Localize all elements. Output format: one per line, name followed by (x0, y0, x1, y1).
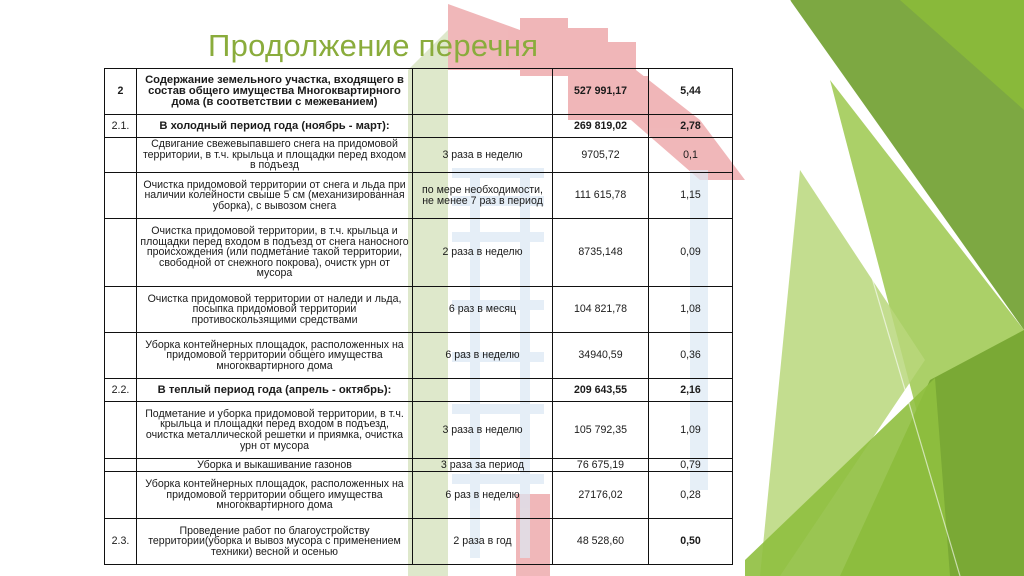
row-rate: 0,1 (649, 138, 733, 173)
row-description: Уборка и выкашивание газонов (137, 459, 413, 472)
table-row (105, 115, 733, 138)
row-sum: 111 615,78 (553, 173, 649, 219)
row-description: Проведение работ по благоустройству территории(уборка и вывоз мусора с применением техники) весной и осенью (137, 519, 413, 565)
row-rate: 1,08 (649, 287, 733, 333)
row-rate: 5,44 (649, 69, 733, 115)
table-row (105, 333, 733, 379)
row-number (105, 333, 137, 379)
row-frequency: 2 раза в год (413, 519, 553, 565)
row-rate: 0,36 (649, 333, 733, 379)
row-description: В холодный период года (ноябрь - март): (137, 115, 413, 138)
decorative-green-shapes (745, 0, 1024, 576)
row-sum: 209 643,55 (553, 379, 649, 402)
row-number: 2.3. (105, 519, 137, 565)
row-description: В теплый период года (апрель - октябрь): (137, 379, 413, 402)
row-number: 2.1. (105, 115, 137, 138)
row-rate: 2,16 (649, 379, 733, 402)
row-number (105, 138, 137, 173)
row-rate: 0,79 (649, 459, 733, 472)
row-sum: 34940,59 (553, 333, 649, 379)
row-number: 2 (105, 69, 137, 115)
row-number (105, 287, 137, 333)
row-frequency: 3 раза в неделю (413, 402, 553, 459)
row-number: 2.2. (105, 379, 137, 402)
row-rate: 0,50 (649, 519, 733, 565)
row-description: Очистка придомовой территории от снега и льда при наличии колейности свыше 5 см (механизированная уборка), с вывозом снега (137, 173, 413, 219)
row-sum: 105 792,35 (553, 402, 649, 459)
row-frequency: 6 раз в неделю (413, 472, 553, 519)
row-sum: 27176,02 (553, 472, 649, 519)
row-rate: 1,09 (649, 402, 733, 459)
row-description: Сдвигание свежевыпавшего снега на придомовой территории, в т.ч. крыльца и площадки перед входом в подъезд (137, 138, 413, 173)
row-sum: 76 675,19 (553, 459, 649, 472)
service-list-table (104, 68, 733, 565)
table-row (105, 459, 733, 472)
table-row (105, 379, 733, 402)
row-sum: 9705,72 (553, 138, 649, 173)
row-number (105, 402, 137, 459)
row-frequency: по мере необходимости, не менее 7 раз в период (413, 173, 553, 219)
row-frequency (413, 115, 553, 138)
row-rate: 0,28 (649, 472, 733, 519)
row-number (105, 472, 137, 519)
row-rate: 2,78 (649, 115, 733, 138)
table-row (105, 519, 733, 565)
row-description: Уборка контейнерных площадок, расположенных на придомовой территории общего имущества многоквартирного дома (137, 333, 413, 379)
row-description: Подметание и уборка придомовой территории, в т.ч. крыльца и площадки перед входом в подъезд, очистка металлической решетки и приямка, очистка урн от мусора (137, 402, 413, 459)
row-description: Очистка придомовой территории, в т.ч. крыльца и площадки перед входом в подъезд от снега наносного происхождения (или подметание такой территории, свободной от снежного покрова), очистк урн от мусора (137, 219, 413, 287)
row-number (105, 459, 137, 472)
row-sum: 527 991,17 (553, 69, 649, 115)
row-sum: 269 819,02 (553, 115, 649, 138)
row-frequency (413, 69, 553, 115)
row-description: Содержание земельного участка, входящего в состав общего имущества Многоквартирного дома (в соответствии с межеванием) (137, 69, 413, 115)
table-row (105, 173, 733, 219)
row-frequency: 3 раза за период (413, 459, 553, 472)
row-rate: 1,15 (649, 173, 733, 219)
row-sum: 48 528,60 (553, 519, 649, 565)
table-row (105, 138, 733, 173)
row-frequency: 2 раза в неделю (413, 219, 553, 287)
row-number (105, 219, 137, 287)
row-description: Уборка контейнерных площадок, расположенных на придомовой территории общего имущества многоквартирного дома (137, 472, 413, 519)
row-sum: 8735,148 (553, 219, 649, 287)
row-frequency: 6 раз в месяц (413, 287, 553, 333)
row-description: Очистка придомовой территории от наледи и льда, посыпка придомовой территории противоскользящими средствами (137, 287, 413, 333)
slide-title: Продолжение перечня (208, 28, 539, 63)
row-sum: 104 821,78 (553, 287, 649, 333)
table-row (105, 69, 733, 115)
row-frequency (413, 379, 553, 402)
row-frequency: 6 раз в неделю (413, 333, 553, 379)
row-number (105, 173, 137, 219)
table-row (105, 287, 733, 333)
table-row (105, 219, 733, 287)
row-frequency: 3 раза в неделю (413, 138, 553, 173)
table-row (105, 402, 733, 459)
row-rate: 0,09 (649, 219, 733, 287)
table-row (105, 472, 733, 519)
